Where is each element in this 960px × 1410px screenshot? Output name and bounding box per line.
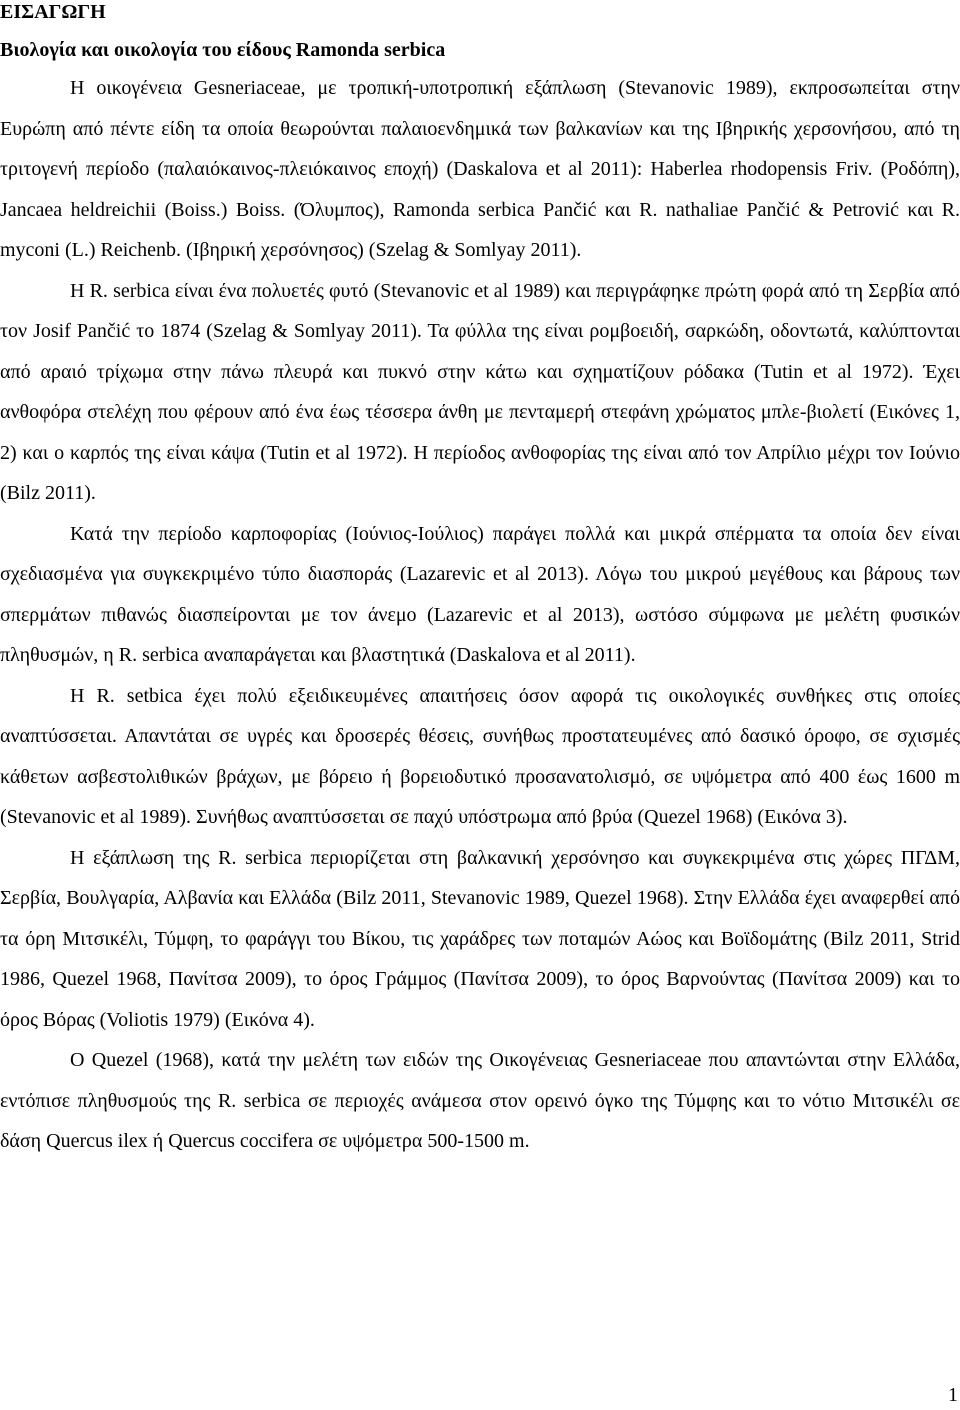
paragraph: Ο Quezel (1968), κατά την μελέτη των ειδών της Οικογένειας Gesneriaceae που απαντώνται στην Ελλάδα, εντόπισε πληθυσμούς της R. serbica σε περιοχές ανάμεσα στον ορεινό όγκο της Τύμφης και το νότιο Μιτσικέλι σε δάση Quercus ilex ή Quercus coccifera σε υψόμετρα 500-1500 m. (0, 1049, 960, 1152)
paragraph: Κατά την περίοδο καρποφορίας (Ιούνιος-Ιούλιος) παράγει πολλά και μικρά σπέρματα τα οποία δεν είναι σχεδιασμένα για συγκεκριμένο τύπο διασποράς (Lazarevic et al 2013). Λόγω του μικρού μεγέθους και βάρους των σπερμάτων πιθανώς διασπείρονται με τον άνεμο (Lazarevic et al 2013), ωστόσο σύμφωνα με μελέτη φυσικών πληθυσμών, η R. serbica αναπαράγεται και βλαστητικά (Daskalova et al 2011). (0, 522, 960, 666)
paragraph: Η οικογένεια Gesneriaceae, με τροπική-υποτροπική εξάπλωση (Stevanovic 1989), εκπροσωπείται στην Ευρώπη από πέντε είδη τα οποία θεωρούνται παλαιοενδημικά των βαλκανίων και της Ιβηρικής χερσονήσου, από τη τριτογενή περίοδο (παλαιόκαινος-πλειόκαινος εποχή) (Daskalova et al 2011): Haberlea rhodopensis Friv. (Ροδόπη), Jancaea heldreichii (Boiss.) Boiss. (Όλυμπος), Ramonda serbica Pančić και R. nathaliae Pančić & Petrović και R. myconi (L.) Reichenb. (Ιβηρική χερσόνησος) (Szelag & Somlyay 2011). (0, 77, 960, 261)
paragraph: Η εξάπλωση της R. serbica περιορίζεται στη βαλκανική χερσόνησο και συγκεκριμένα στις χώρες ΠΓΔΜ, Σερβία, Βουλγαρία, Αλβανία και Ελλάδα (Bilz 2011, Stevanovic 1989, Quezel 1968). Στην Ελλάδα έχει αναφερθεί από τα όρη Μιτσικέλι, Τύμφη, το φαράγγι του Βίκου, τις χαράδρες των ποταμών Αώος και Βοϊδομάτης (Bilz 2011, Strid 1986, Quezel 1968, Πανίτσα 2009), το όρος Γράμμος (Πανίτσα 2009), το όρος Βαρνούντας (Πανίτσα 2009) και το όρος Βόρας (Voliotis 1979) (Εικόνα 4). (0, 846, 960, 1031)
subsection-title: Βιολογία και οικολογία του είδους Ramonda serbica (0, 39, 446, 61)
page-number: 1 (948, 1384, 958, 1406)
paragraph: Η R. serbica είναι ένα πολυετές φυτό (Stevanovic et al 1989) και περιγράφηκε πρώτη φορά από τη Σερβία από τον Josif Pančić το 1874 (Szelag & Somlyay 2011). Τα φύλλα της είναι ρομβοειδή, σαρκώδη, οδοντωτά, καλύπτονται από αραιό τρίχωμα στην πάνω πλευρά και πυκνό στην κάτω και σχηματίζουν ρόδακα (Tutin et al 1972). Έχει ανθοφόρα στελέχη που φέρουν από ένα έως τέσσερα άνθη με πενταμερή στεφάνη χρώματος μπλε-βιολετί (Εικόνες 1, 2) και ο καρπός της είναι κάψα (Tutin et al 1972). Η περίοδος ανθοφορίας της είναι από τον Απρίλιο μέχρι τον Ιούνιο (Bilz 2011). (0, 279, 960, 504)
section-title: ΕΙΣΑΓΩΓΗ (0, 1, 106, 23)
paragraph: Η R. setbica έχει πολύ εξειδικευμένες απαιτήσεις όσον αφορά τις οικολογικές συνθήκες στις οποίες αναπτύσσεται. Απαντάται σε υγρές και δροσερές θέσεις, συνήθως προστατευμένες από δασικό όροφο, σε σχισμές κάθετων ασβεστολιθικών βράχων, με βόρειο ή βορειοδυτικό προσανατολισμό, σε υψόμετρα από 400 έως 1600 m (Stevanovic et al 1989). Συνήθως αναπτύσσεται σε παχύ υπόστρωμα από βρύα (Quezel 1968) (Εικόνα 3). (0, 684, 960, 828)
body-text (0, 68, 960, 1162)
